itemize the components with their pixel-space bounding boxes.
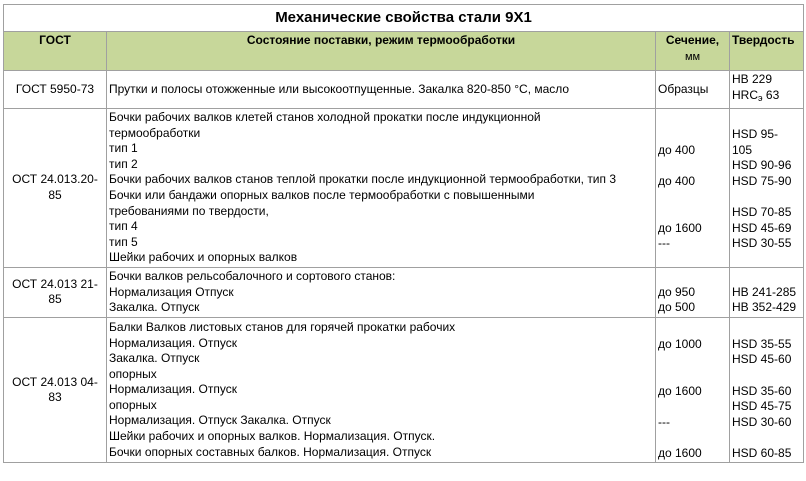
hardness-cell [730, 109, 804, 268]
hardness-value: HSD 45-75 [732, 399, 792, 414]
hardness-value: НВ 352-429 [732, 300, 797, 315]
state-cell [107, 109, 656, 268]
hardness-cell [730, 267, 804, 317]
hardness-value: HSD 35-55 [732, 336, 792, 351]
hardness-value: HSD 30-60 [732, 414, 792, 429]
gost-cell: ОСТ 24.013 21-85 [4, 267, 107, 317]
state-line: Бочки рабочих валков станов теплой прокатки после индукционной термообработки, тип 3 [109, 172, 617, 187]
section-value: до 400 [658, 142, 696, 157]
section-value [658, 368, 727, 384]
hardness-value: НВ 241-285 [732, 284, 797, 299]
state-line: Нормализация. Отпуск [109, 382, 238, 397]
state-line: термообработки [109, 125, 201, 140]
section-value [658, 158, 727, 174]
hardness-value: HSD 90-96 [732, 158, 792, 173]
hardness-value: 105 [732, 142, 753, 157]
section-value: до 1600 [658, 383, 702, 398]
state-line: Нормализация. Отпуск Закалка. Отпуск [109, 413, 331, 428]
section-value [658, 189, 727, 205]
state-line: тип 5 [109, 234, 138, 249]
hardness-cell [730, 71, 804, 109]
section-value [658, 430, 727, 446]
hardness-value: HSD 35-60 [732, 383, 792, 398]
section-value: --- [658, 236, 670, 251]
state-line: Балки Валков листовых станов для горячей прокатки рабочих [109, 319, 456, 334]
section-value [658, 269, 727, 285]
header-section [656, 32, 730, 71]
state-line: Нормализация. Отпуск [109, 335, 238, 350]
hardness-value: HSD 60-85 [732, 445, 792, 460]
hardness-value: HSD 45-69 [732, 220, 792, 235]
state-line: тип 4 [109, 219, 138, 234]
table-row [4, 317, 804, 463]
state-cell [107, 317, 656, 463]
state-line: Закалка. Отпуск [109, 351, 200, 366]
state-line: Бочки или бандажи опорных валков после термообработки с повышенными [109, 187, 535, 202]
section-value: до 1000 [658, 336, 702, 351]
table-row [4, 109, 804, 268]
state-line: Нормализация Отпуск [109, 284, 234, 299]
section-value [658, 127, 727, 143]
state-line: Шейки рабочих и опорных валков [109, 250, 298, 265]
header-row [4, 32, 804, 71]
table-title: Механические свойства стали 9Х1 [4, 5, 804, 32]
hardness-value: $HRC_э$ 63 [732, 88, 780, 103]
header-gost: ГОСТ [4, 32, 107, 71]
hardness-cell [730, 317, 804, 463]
state-line: опорных [109, 397, 157, 412]
hardness-value [732, 430, 801, 446]
header-section-unit: мм [684, 50, 701, 63]
header-hardness: Твердость [730, 32, 804, 71]
state-line: тип 1 [109, 141, 138, 156]
section-cell [656, 71, 730, 109]
state-cell [107, 267, 656, 317]
hardness-value: HSD 75-90 [732, 173, 792, 188]
state-cell [107, 71, 656, 109]
hardness-value: HSD 95- [732, 127, 779, 141]
state-line: требованиями по твердости, [109, 203, 269, 218]
table-row [4, 71, 804, 109]
state-line: опорных [109, 366, 157, 381]
section-value: до 400 [658, 173, 696, 188]
properties-table [3, 4, 804, 463]
section-cell [656, 317, 730, 463]
section-value [658, 205, 727, 221]
section-value: до 950 [658, 284, 696, 299]
state-line: Прутки и полосы отожженные или высокоотпущенные. Закалка 820-850 °С, масло [109, 81, 570, 96]
section-value: до 500 [658, 300, 696, 315]
header-state: Состояние поставки, режим термообработки [107, 32, 656, 71]
hardness-value [732, 269, 801, 285]
section-value: --- [658, 414, 670, 429]
section-value: до 1600 [658, 220, 702, 235]
state-line: Бочки опорных составных балков. Нормализация. Отпуск [109, 444, 432, 459]
state-line: Бочки валков рельсобалочного и сортового станов: [109, 268, 396, 283]
gost-cell: ГОСТ 5950-73 [4, 71, 107, 109]
section-value [658, 399, 727, 415]
hardness-value: HSD 45-60 [732, 352, 792, 367]
section-value: до 1600 [658, 445, 702, 460]
properties-table-wrapper [3, 4, 803, 463]
state-line: Шейки рабочих и опорных валков. Нормализация. Отпуск. [109, 429, 436, 444]
gost-cell: ОСТ 24.013 04-83 [4, 317, 107, 463]
section-value: Образцы [658, 81, 709, 96]
section-cell [656, 267, 730, 317]
header-section-label: Сечение, [665, 33, 720, 47]
section-value [658, 352, 727, 368]
state-line: Бочки рабочих валков клетей станов холодной прокатки после индукционной [109, 110, 541, 124]
section-cell [656, 109, 730, 268]
table-row [4, 267, 804, 317]
state-line: Закалка. Отпуск [109, 300, 200, 315]
hardness-value [732, 368, 801, 384]
state-line: тип 2 [109, 156, 138, 171]
hardness-value: HSD 30-55 [732, 236, 792, 251]
hardness-value: HSD 70-85 [732, 204, 792, 219]
hardness-value [732, 189, 801, 205]
hardness-value: НВ 229 [732, 72, 773, 87]
gost-cell: ОСТ 24.013.20-85 [4, 109, 107, 268]
